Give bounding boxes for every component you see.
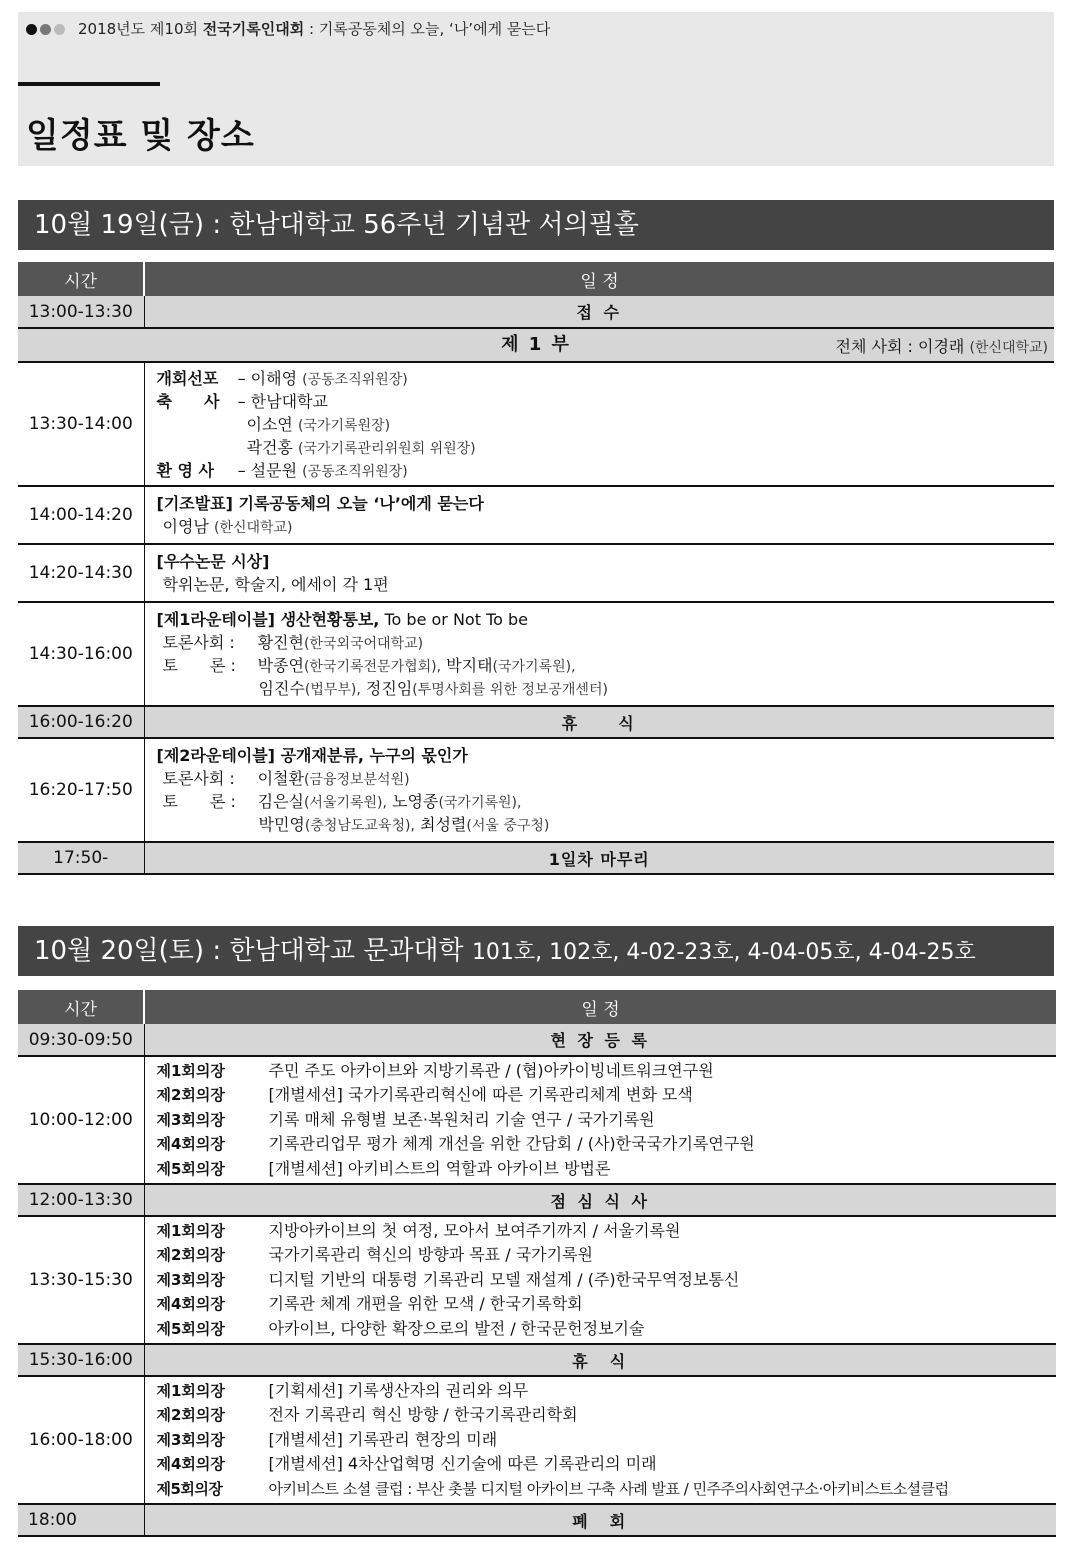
list-item: 제5회의장 아카이브, 다양한 확장으로의 발전 / 한국문헌정보기술 <box>156 1318 645 1338</box>
schedule-column-header: 일 정 <box>144 990 1056 1024</box>
list-item: 제1회의장 [기획세션] 기록생산자의 권리와 의무 <box>156 1380 529 1400</box>
list-item: 제4회의장 [개별세션] 4차산업혁명 신기술에 따른 기록관리의 미래 <box>156 1454 657 1474</box>
speaker: 이영남 (한신대학교) <box>162 517 293 536</box>
table-row: 09:30-09:50 현 장 등 록 <box>18 1024 1056 1056</box>
part-row <box>18 328 1054 362</box>
day2-schedule-table <box>18 990 1056 1537</box>
table-row: 10:00-12:00 제1회의장 주민 주도 아카이브와 지방기록관 / (협)아카이빙네트워크연구원 제2회의장 [개별세션] 국가기록관리혁신에 따른 기록관리체계 변화 모색 제3회의장 기록 매체 유형별 보존·복원처리 기술 연구 / 국가기록원 제4회의장 기록관리업무 평가 체계 개선을 위한 간담회 / (사)한국국가기록연구원 제5회의장 [개별세션] 아키비스트의 역할과 아카이브 방법론 <box>18 1056 1056 1184</box>
table-row: 13:30-14:00 개회선포 – 이해영 (공동조직위원장) 축 사 – 한남대학교 이소연 (국가기록원장) 곽건홍 (국가기록관리위원회 위원장) 환 영 사 – 설문원 (공동조직위원장) <box>18 362 1054 486</box>
list-item: 제4회의장 기록관 체계 개편을 위한 모색 / 한국기록학회 <box>156 1294 583 1314</box>
list-item: 환 영 사 – 설문원 (공동조직위원장) <box>156 460 408 480</box>
table-row: 16:00-18:00 제1회의장 [기획세션] 기록생산자의 권리와 의무 제2회의장 전자 기록관리 혁신 방향 / 한국기록관리학회 제3회의장 [개별세션] 기록관리 현장의 미래 제4회의장 [개별세션] 4차산업혁명 신기술에 따른 기록관리의 미래 제5회의장 아키비스트 소셜 클럽 : 부산 촛불 디지털 아카이브 구축 사례 발표 / 민주주의사회연구소·아키비스트소셜클럽 <box>18 1376 1056 1504</box>
list-item: 이소연 (국가기록원장) <box>246 414 391 434</box>
table-row: 12:00-13:30 점 심 식 사 <box>18 1184 1056 1216</box>
schedule-column-header: 일 정 <box>144 262 1054 296</box>
document-header <box>18 12 1054 166</box>
session-title: [제2라운테이블] 공개재분류, 누구의 몫인가 <box>156 746 468 765</box>
list-item: 제3회의장 기록 매체 유형별 보존·복원처리 기술 연구 / 국가기록원 <box>156 1109 655 1129</box>
time-column-header: 시간 <box>18 262 144 296</box>
day2-banner: 10월 20일(토) : 한남대학교 문과대학 101호, 102호, 4-02-23호, 4-04-05호, 4-04-25호 <box>18 926 1054 976</box>
list-item: 곽건홍 (국가기록관리위원회 위원장) <box>246 437 476 457</box>
list-item: 제2회의장 [개별세션] 국가기록관리혁신에 따른 기록관리체계 변화 모색 <box>156 1085 693 1105</box>
list-item: 제4회의장 기록관리업무 평가 체계 개선을 위한 간담회 / (사)한국국가기록연구원 <box>156 1134 755 1154</box>
list-item: 제3회의장 디지털 기반의 대통령 기록관리 모델 재설계 / (주)한국무역정보통신 <box>156 1269 740 1289</box>
list-item: 제2회의장 국가기록관리 혁신의 방향과 목표 / 국가기록원 <box>156 1245 593 1265</box>
table-header-row <box>18 262 1054 296</box>
list-item: 개회선포 – 이해영 (공동조직위원장) <box>156 368 408 388</box>
table-header-row <box>18 990 1056 1024</box>
table-row: 13:30-15:30 제1회의장 지방아카이브의 첫 여정, 모아서 보여주기까지 / 서울기록원 제2회의장 국가기록관리 혁신의 방향과 목표 / 국가기록원 제3회의장 디지털 기반의 대통령 기록관리 모델 재설계 / (주)한국무역정보통신 제4회의장 기록관 체계 개편을 위한 모색 / 한국기록학회 제5회의장 아카이브, 다양한 확장으로의 발전 / 한국문헌정보기술 <box>18 1216 1056 1344</box>
moderator: 토론사회 : 이철환(금융정보분석원) <box>162 769 410 788</box>
table-row: 14:30-16:00 [제1라운테이블] 생산현황통보, To be or Not To be 토론사회 : 황진현(한국외국어대학교) 토 론 : 박종연(한국기록전문가협회), 박지태(국가기록원), 임진수(법무부), 정진임(투명사회를 위한 정보공개센터) <box>18 602 1054 706</box>
table-row: 16:20-17:50 [제2라운테이블] 공개재분류, 누구의 몫인가 토론사회 : 이철환(금융정보분석원) 토 론 : 김은실(서울기록원), 노영종(국가기록원), 박민영(충청남도교육청), 최성렬(서울 중구청) <box>18 738 1054 842</box>
session-title: [제1라운테이블] 생산현황통보, To be or Not To be <box>156 610 528 629</box>
list-item: 제5회의장 아키비스트 소셜 클럽 : 부산 촛불 디지털 아카이브 구축 사례 발표 / 민주주의사회연구소·아키비스트소셜클럽 <box>156 1479 949 1498</box>
table-row: 17:50- 1일차 마무리 <box>18 842 1054 874</box>
day1-schedule-table <box>18 262 1054 875</box>
time-column-header: 시간 <box>18 990 144 1024</box>
conference-subtitle: 2018년도 제10회 전국기록인대회 : 기록공동체의 오늘, ‘나’에게 묻는다 <box>26 18 550 39</box>
part-title: 제 1 부 <box>501 334 571 355</box>
table-row: 15:30-16:00 휴 식 <box>18 1344 1056 1376</box>
table-row: 18:00 폐 회 <box>18 1504 1056 1536</box>
table-row: 14:20-14:30 [우수논문 시상] 학위논문, 학술지, 에세이 각 1편 <box>18 544 1054 602</box>
panelists: 임진수(법무부), 정진임(투명사회를 위한 정보공개센터) <box>258 679 608 698</box>
list-item: 제5회의장 [개별세션] 아키비스트의 역할과 아카이브 방법론 <box>156 1158 611 1178</box>
list-item: 제2회의장 전자 기록관리 혁신 방향 / 한국기록관리학회 <box>156 1405 578 1425</box>
table-row: 14:00-14:20 [기조발표] 기록공동체의 오늘 ‘나’에게 묻는다 이영남 (한신대학교) <box>18 486 1054 544</box>
table-row: 16:00-16:20 휴 식 <box>18 706 1054 738</box>
session-title: [기조발표] 기록공동체의 오늘 ‘나’에게 묻는다 <box>156 494 484 513</box>
title-rule <box>18 82 160 86</box>
session-description: 학위논문, 학술지, 에세이 각 1편 <box>162 575 389 594</box>
panelists: 박민영(충청남도교육청), 최성렬(서울 중구청) <box>258 815 550 834</box>
list-item: 제1회의장 지방아카이브의 첫 여정, 모아서 보여주기까지 / 서울기록원 <box>156 1220 681 1240</box>
day1-banner: 10월 19일(금) : 한남대학교 56주년 기념관 서의필홀 <box>18 200 1054 250</box>
moderator: 토론사회 : 황진현(한국외국어대학교) <box>162 633 424 652</box>
list-item: 제3회의장 [개별세션] 기록관리 현장의 미래 <box>156 1429 498 1449</box>
session-title: [우수논문 시상] <box>156 552 270 571</box>
table-row: 13:00-13:30 접 수 <box>18 296 1054 328</box>
host-info: 전체 사회 : 이경래 (한신대학교) <box>835 337 1048 356</box>
list-item: 제1회의장 주민 주도 아카이브와 지방기록관 / (협)아카이빙네트워크연구원 <box>156 1060 714 1080</box>
panelists: 토 론 : 김은실(서울기록원), 노영종(국가기록원), <box>162 792 522 811</box>
page-title: 일정표 및 장소 <box>26 116 255 156</box>
list-item: 축 사 – 한남대학교 <box>156 391 328 411</box>
bullet-dots-icon <box>26 20 68 38</box>
panelists: 토 론 : 박종연(한국기록전문가협회), 박지태(국가기록원), <box>162 656 576 675</box>
